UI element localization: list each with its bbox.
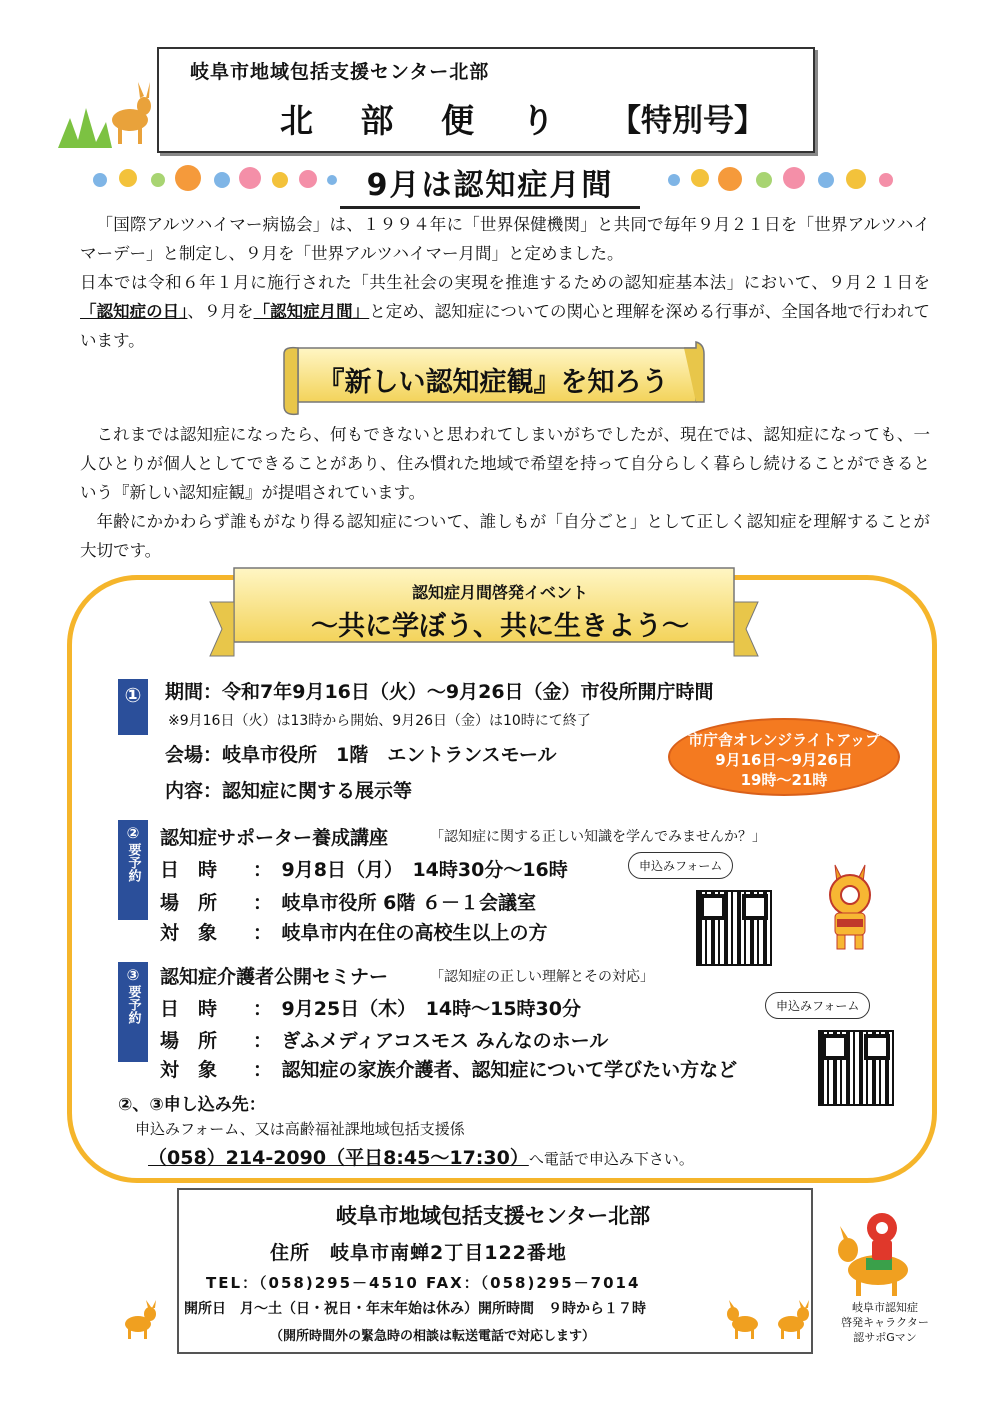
lightup-title: 市庁舎オレンジライトアップ [687,731,881,749]
item3-target: ： 認知症の家族介護者、認知症について学びたい方など [253,1059,738,1081]
mascot-riding-donkey-icon [830,1198,920,1298]
item2-date-label: 日 時 [160,859,218,881]
item3-reserve-label: 要予約 [125,985,141,1024]
header-org: 岐阜市地域包括支援センター北部 [190,61,490,83]
item3-place: ： ぎふメディアコスモス みんなのホール [253,1030,609,1052]
mascot-gman-icon [815,855,885,955]
item3-target-label: 対 象 [160,1059,218,1081]
apply-tail: へ電話で申込み下さい。 [528,1150,694,1168]
mascot-caption [830,1300,940,1345]
item3-date-label: 日 時 [160,998,218,1020]
item1-note: ※9月16日（火）は13時から開始、9月26日（金）は10時にて終了 [168,713,591,729]
mascot-caption-line2: 啓発キャラクター [841,1316,929,1329]
apply-method: 申込みフォーム、又は高齢福祉課地域包括支援係 [135,1120,465,1138]
new-view-paragraph-1: これまでは認知症になったら、何もできないと思われてしまいがちでしたが、現在では、認知症になっても、一人ひとりが個人としてできることがあり、住み慣れた地域で希望を持って自分らしく暮らし続けることができるという『新しい認知症観』が提唱されています。 [80,425,930,502]
item2-place-label: 場 所 [160,892,218,914]
mascot-caption-line3: 認サポGマン [853,1331,917,1344]
item3-title: 認知症介護者公開セミナー [160,966,389,988]
item3-subtitle: 「認知症の正しい理解とその対応」 [430,969,654,985]
item2-target-label: 対 象 [160,922,218,944]
item2-number-tag [118,820,148,920]
apply-phone-line [148,1143,694,1170]
item2-title: 認知症サポーター養成講座 [160,827,389,849]
lightup-hours: 19時～21時 [740,771,828,789]
flower-garland-right-icon [664,160,914,194]
special-issue-label: 【特別号】 [610,103,765,139]
donkey-left-icon [118,1300,160,1340]
intro-text-b: 、９月を [187,302,254,321]
intro-text-a: 日本では令和６年１月に施行された「共生社会の実現を推進するための認知症基本法」において、９月２１日を [80,273,930,292]
lightup-badge [668,718,900,796]
month-title: 9月は認知症月間 [340,160,640,209]
item2-qr-code[interactable] [696,890,772,966]
apply-title: ②、③申し込み先： [118,1095,266,1115]
item3-number: ③ [126,966,140,984]
event-subtitle: 認知症月間啓発イベント [411,583,588,602]
item2-target: ： 岐阜市内在住の高校生以上の方 [253,922,548,944]
item2-number: ② [126,824,140,842]
item1-number-tag: ① [118,679,148,735]
new-view-title: 『新しい認知症観』を知ろう [317,367,669,398]
dementia-month-label: 「認知症月間」 [253,302,370,321]
item3-date: ： 9月25日（木） 14時～15時30分 [253,998,581,1020]
lightup-dates: 9月16日～9月26日 [715,751,853,769]
item3-number-tag [118,962,148,1062]
event-title: ～共に学ぼう、共に生きよう～ [311,611,689,642]
item1-period: 期間：令和7年9月16日（火）～9月26日（金）市役所開庁時間 [165,681,714,703]
item3-place-label: 場 所 [160,1030,218,1052]
donkey-grass-icon [58,78,158,150]
item3-qr-code[interactable] [818,1030,894,1106]
footer-address: 住所 岐阜市南蝉2丁目122番地 [270,1242,567,1264]
intro-paragraph-1: 「国際アルツハイマー病協会」は、１９９４年に「世界保健機関」と共同で毎年９月２１日を「世界アルツハイマーデー」と制定し、９月を「世界アルツハイマー月間」と定めました。 [80,215,930,263]
footer-note: （開所時間外の緊急時の相談は転送電話で対応します） [270,1329,596,1344]
footer-hours: 開所日 月～土（日・祝日・年末年始は休み）開所時間 ９時から１７時 [184,1301,646,1317]
new-view-paragraph-2: 年齢にかかわらず誰もがなり得る認知症について、誰しもが「自分ごと」として正しく認知症を理解することが大切です。 [80,512,930,560]
item2-place: ： 岐阜市役所 6階 ６－１会議室 [253,892,536,914]
item2-date: ： 9月8日（月） 14時30分～16時 [253,859,568,881]
dementia-day-label: 「認知症の日」 [80,302,188,321]
footer-org: 岐阜市地域包括支援センター北部 [335,1204,651,1228]
item3-form-bubble: 申込みフォーム [765,992,870,1019]
footer-tel-fax: TEL：（058)295－4510 FAX：（058)295－7014 [206,1274,641,1292]
newsletter-title: 北 部 便 り [280,101,573,140]
donkeys-right-icon [725,1298,815,1342]
item2-reserve-label: 要予約 [125,843,141,882]
item2-subtitle: 「認知症に関する正しい知識を学んでみませんか？」 [430,829,766,845]
flower-garland-left-icon [88,160,338,194]
item1-venue: 会場：岐阜市役所 1階 エントランスモール [165,744,557,766]
mascot-caption-line1: 岐阜市認知症 [852,1301,918,1314]
apply-phone: （058）214-2090（平日8:45～17:30） [148,1147,529,1169]
intro-text-c: と定め、認知症についての関心と理解を深める行事が、全国各地で行われています。 [80,302,931,350]
item2-form-bubble: 申込みフォーム [628,852,733,879]
item1-content: 内容：認知症に関する展示等 [165,780,413,802]
